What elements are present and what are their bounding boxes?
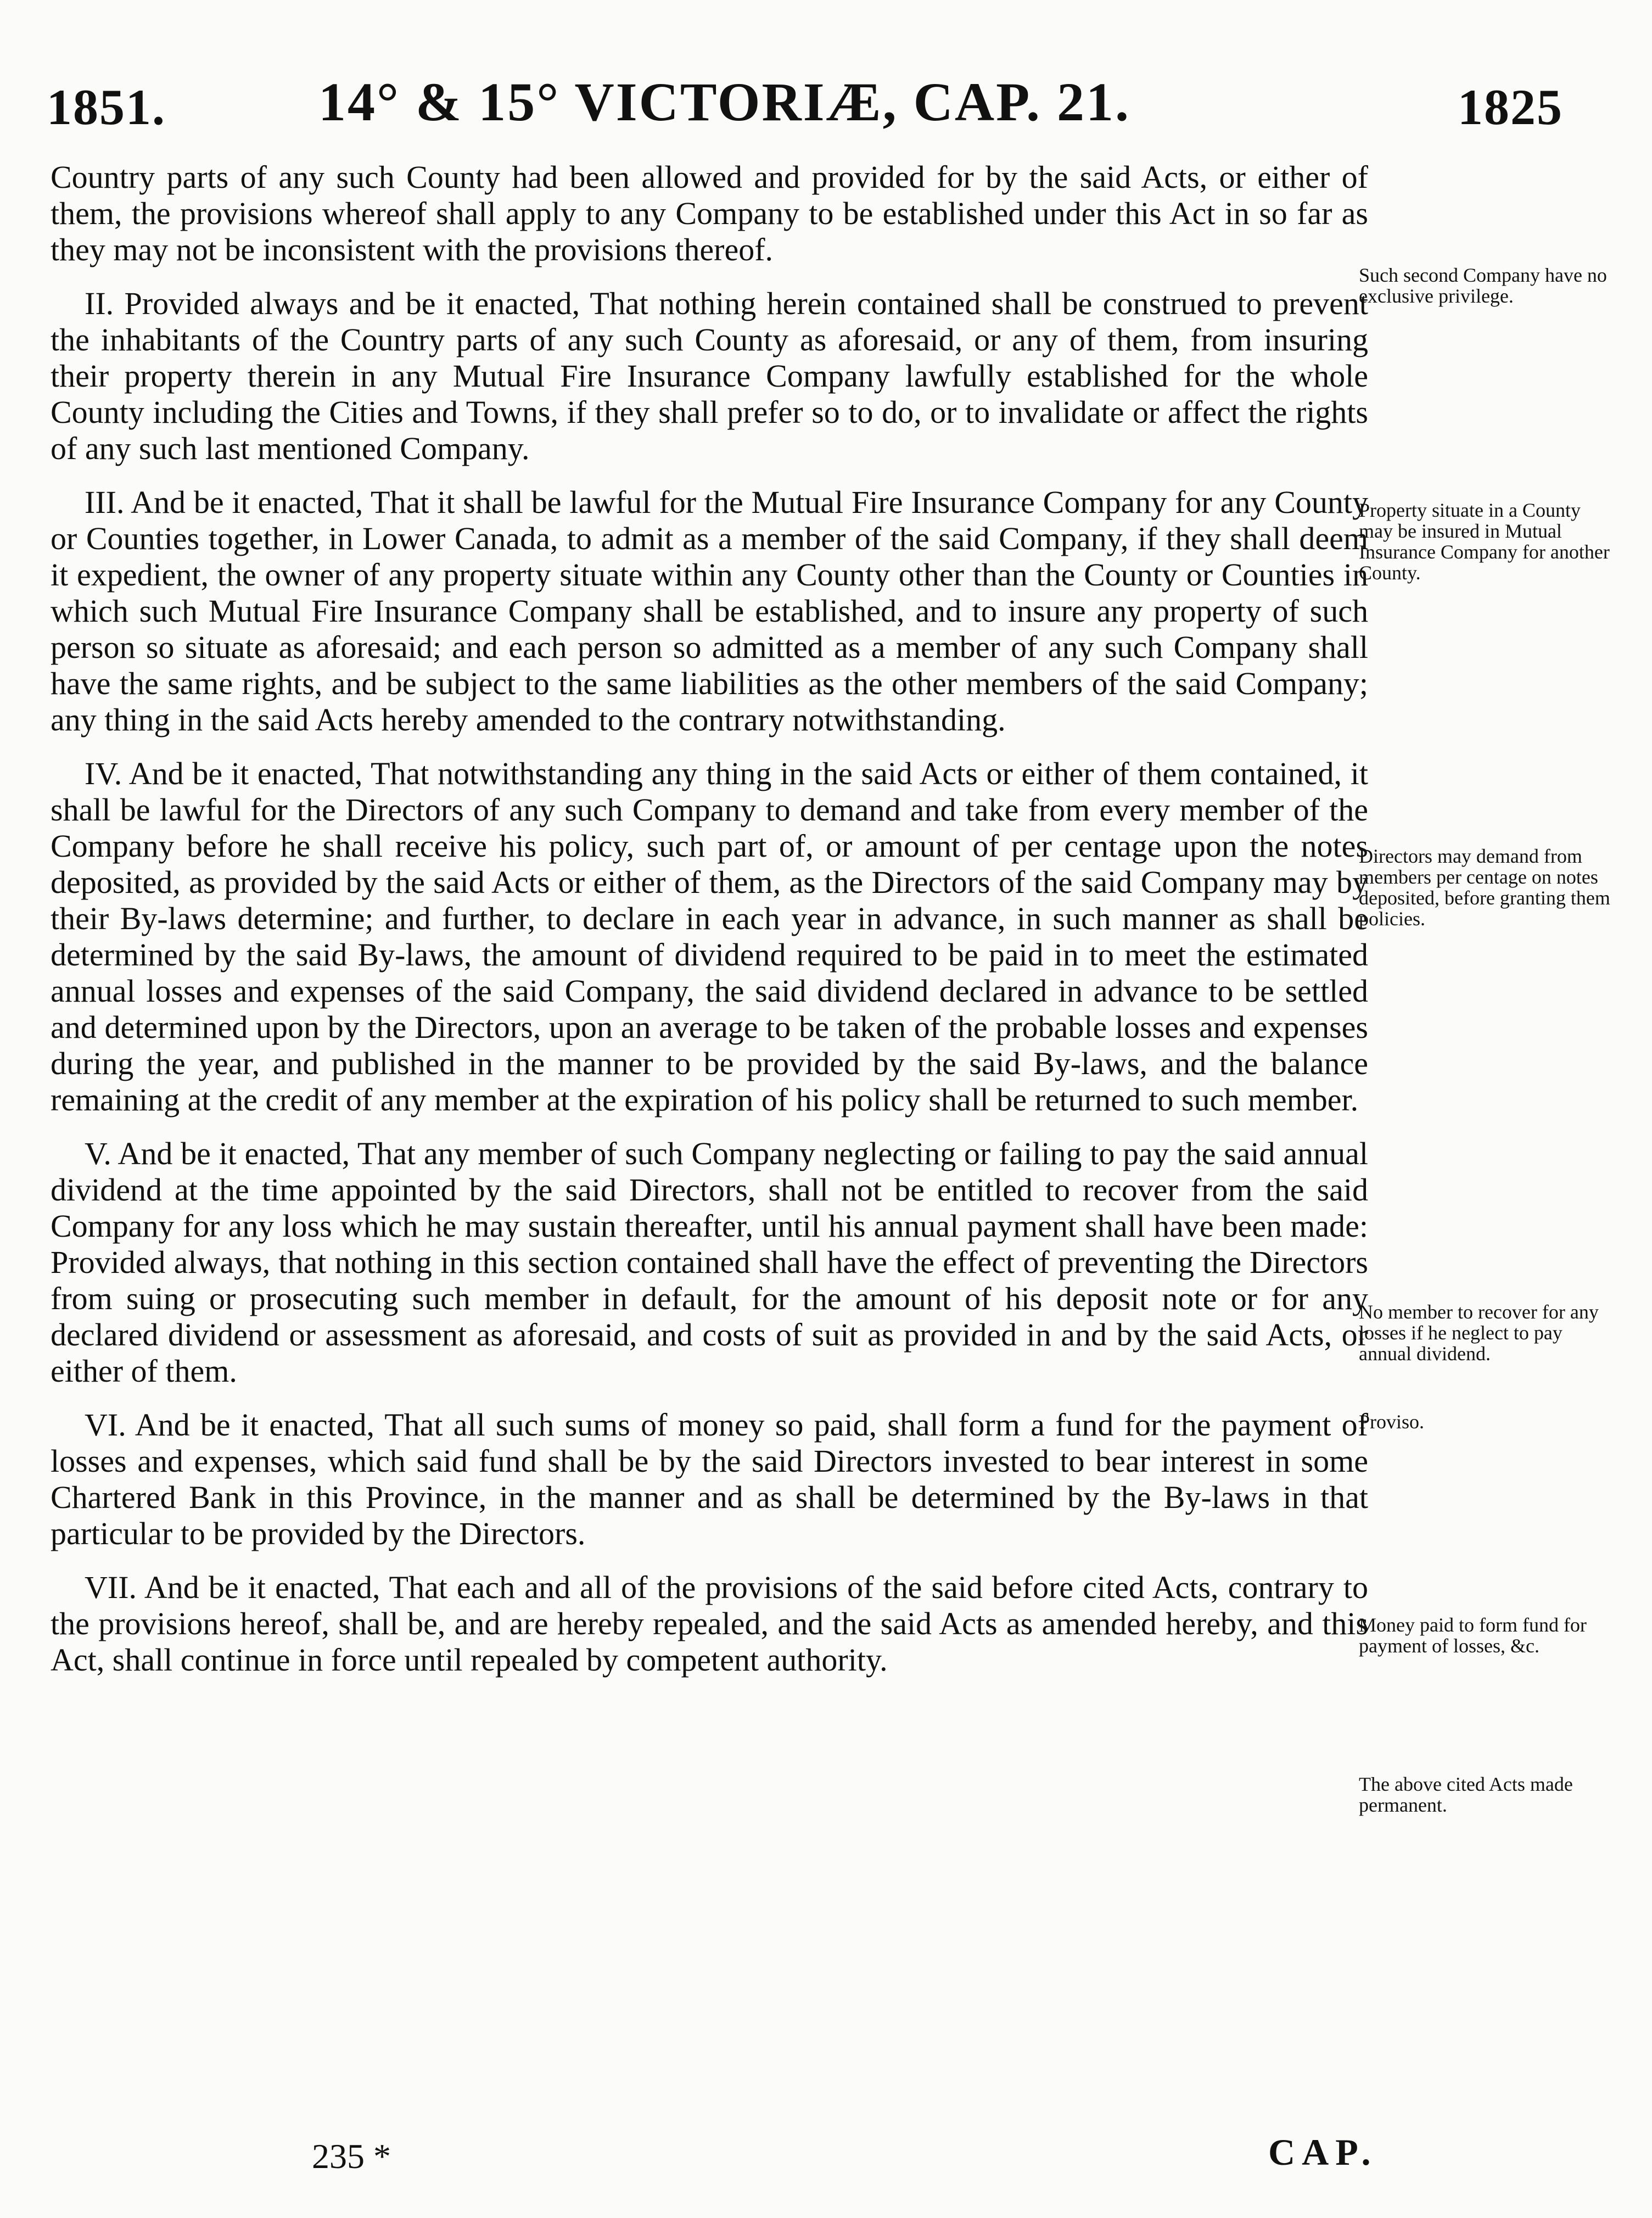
section-VI: VI. And be it enacted, That all such sums of money so paid, shall form a fund for the payment of losses and expenses, which said fund shall be by the said Directors invested to bear interest in some Chartered Bank in this Province, in the manner and as shall be determined by the By-laws in that particular to be provided by the Directors. [51, 1407, 1368, 1551]
section-IV: IV. And be it enacted, That notwithstanding any thing in the said Acts or either of them contained, it shall be lawful for the Directors of any such Company to demand and take from every member of the Company before he shall receive his policy, such part of, or amount of per centage upon the notes deposited, as provided by the said Acts or either of them, as the Directors of the said Company may by their By-laws determine; and further, to declare in each year in advance, in such manner as shall be determined by the said By-laws, the amount of dividend required to be paid in to meet the estimated annual losses and expenses of the said Company, the said dividend declared in advance to be settled and determined upon by the Directors, upon an average to be taken of the probable losses and expenses during the year, and published in the manner to be provided by the said By-laws, and the balance remaining at the credit of any member at the expiration of his policy shall be returned to such member. [51, 756, 1368, 1118]
header-page-number: 1825 [1458, 79, 1563, 135]
header-year: 1851. [47, 79, 166, 135]
catchword: CAP. [1268, 2131, 1377, 2173]
margin-note-III: Property situate in a County may be insured in Mutual Insurance Company for another County. [1359, 499, 1610, 584]
section-V: V. And be it enacted, That any member of such Company neglecting or failing to pay the said annual dividend at the time appointed by the said Directors, shall not be entitled to recover from the said Company for any loss which he may sustain thereafter, until his annual payment shall have been made: Provided always, that nothing in this section contained shall have the effect of preventing the Directors from suing or prosecuting such member in default, for the amount of his deposit note or for any declared dividend or assessment as aforesaid, and costs of suit as provided in and by the said Acts, or either of them. [51, 1136, 1368, 1389]
margin-note-IV: Directors may demand from members per centage on notes deposited, before granting them policies. [1359, 845, 1610, 930]
page-footer [0, 2131, 1652, 2186]
margin-note-VII: The above cited Acts made permanent. [1359, 1773, 1573, 1816]
header-title: 14° & 15° VICTORIÆ, CAP. 21. [318, 71, 1130, 132]
signature-mark: 235 * [312, 2137, 391, 2176]
margin-note-V-proviso: Proviso. [1359, 1411, 1425, 1433]
margin-note-II: Such second Company have no exclusive privilege. [1359, 264, 1607, 307]
section-continuation: Country parts of any such County had been allowed and provided for by the said Acts, or either of them, the provisions whereof shall apply to any Company to be established under this Act in so far as they may not be inconsistent with the provisions thereof. [51, 159, 1368, 267]
section-III: III. And be it enacted, That it shall be lawful for the Mutual Fire Insurance Company for any County or Counties together, in Lower Canada, to admit as a member of the said Company, if they shall deem it expedient, the owner of any property situate within any County other than the County or Counties in which such Mutual Fire Insurance Company shall be established, and to insure any property of such person so situate as aforesaid; and each person so admitted as a member of any such Company shall have the same rights, and be subject to the same liabilities as the other members of the said Company; any thing in the said Acts hereby amended to the contrary notwithstanding. [51, 484, 1368, 738]
main-text-column [51, 159, 1368, 1678]
margin-note-VI: Money paid to form fund for payment of losses, &c. [1359, 1614, 1587, 1657]
section-VII: VII. And be it enacted, That each and all of the provisions of the said before cited Acts, contrary to the provisions hereof, shall be, and are hereby repealed, and the said Acts as amended hereby, and this Act, shall continue in force until repealed by competent authority. [51, 1569, 1368, 1678]
margin-note-V: No member to recover for any losses if he neglect to pay annual dividend. [1359, 1301, 1599, 1365]
running-header [0, 38, 1652, 135]
section-II: II. Provided always and be it enacted, That nothing herein contained shall be construed to prevent the inhabitants of the Country parts of any such County as aforesaid, or any of them, from insuring their property therein in any Mutual Fire Insurance Company lawfully established for the whole County including the Cities and Towns, if they shall prefer so to do, or to invalidate or affect the rights of any such last mentioned Company. [51, 286, 1368, 466]
